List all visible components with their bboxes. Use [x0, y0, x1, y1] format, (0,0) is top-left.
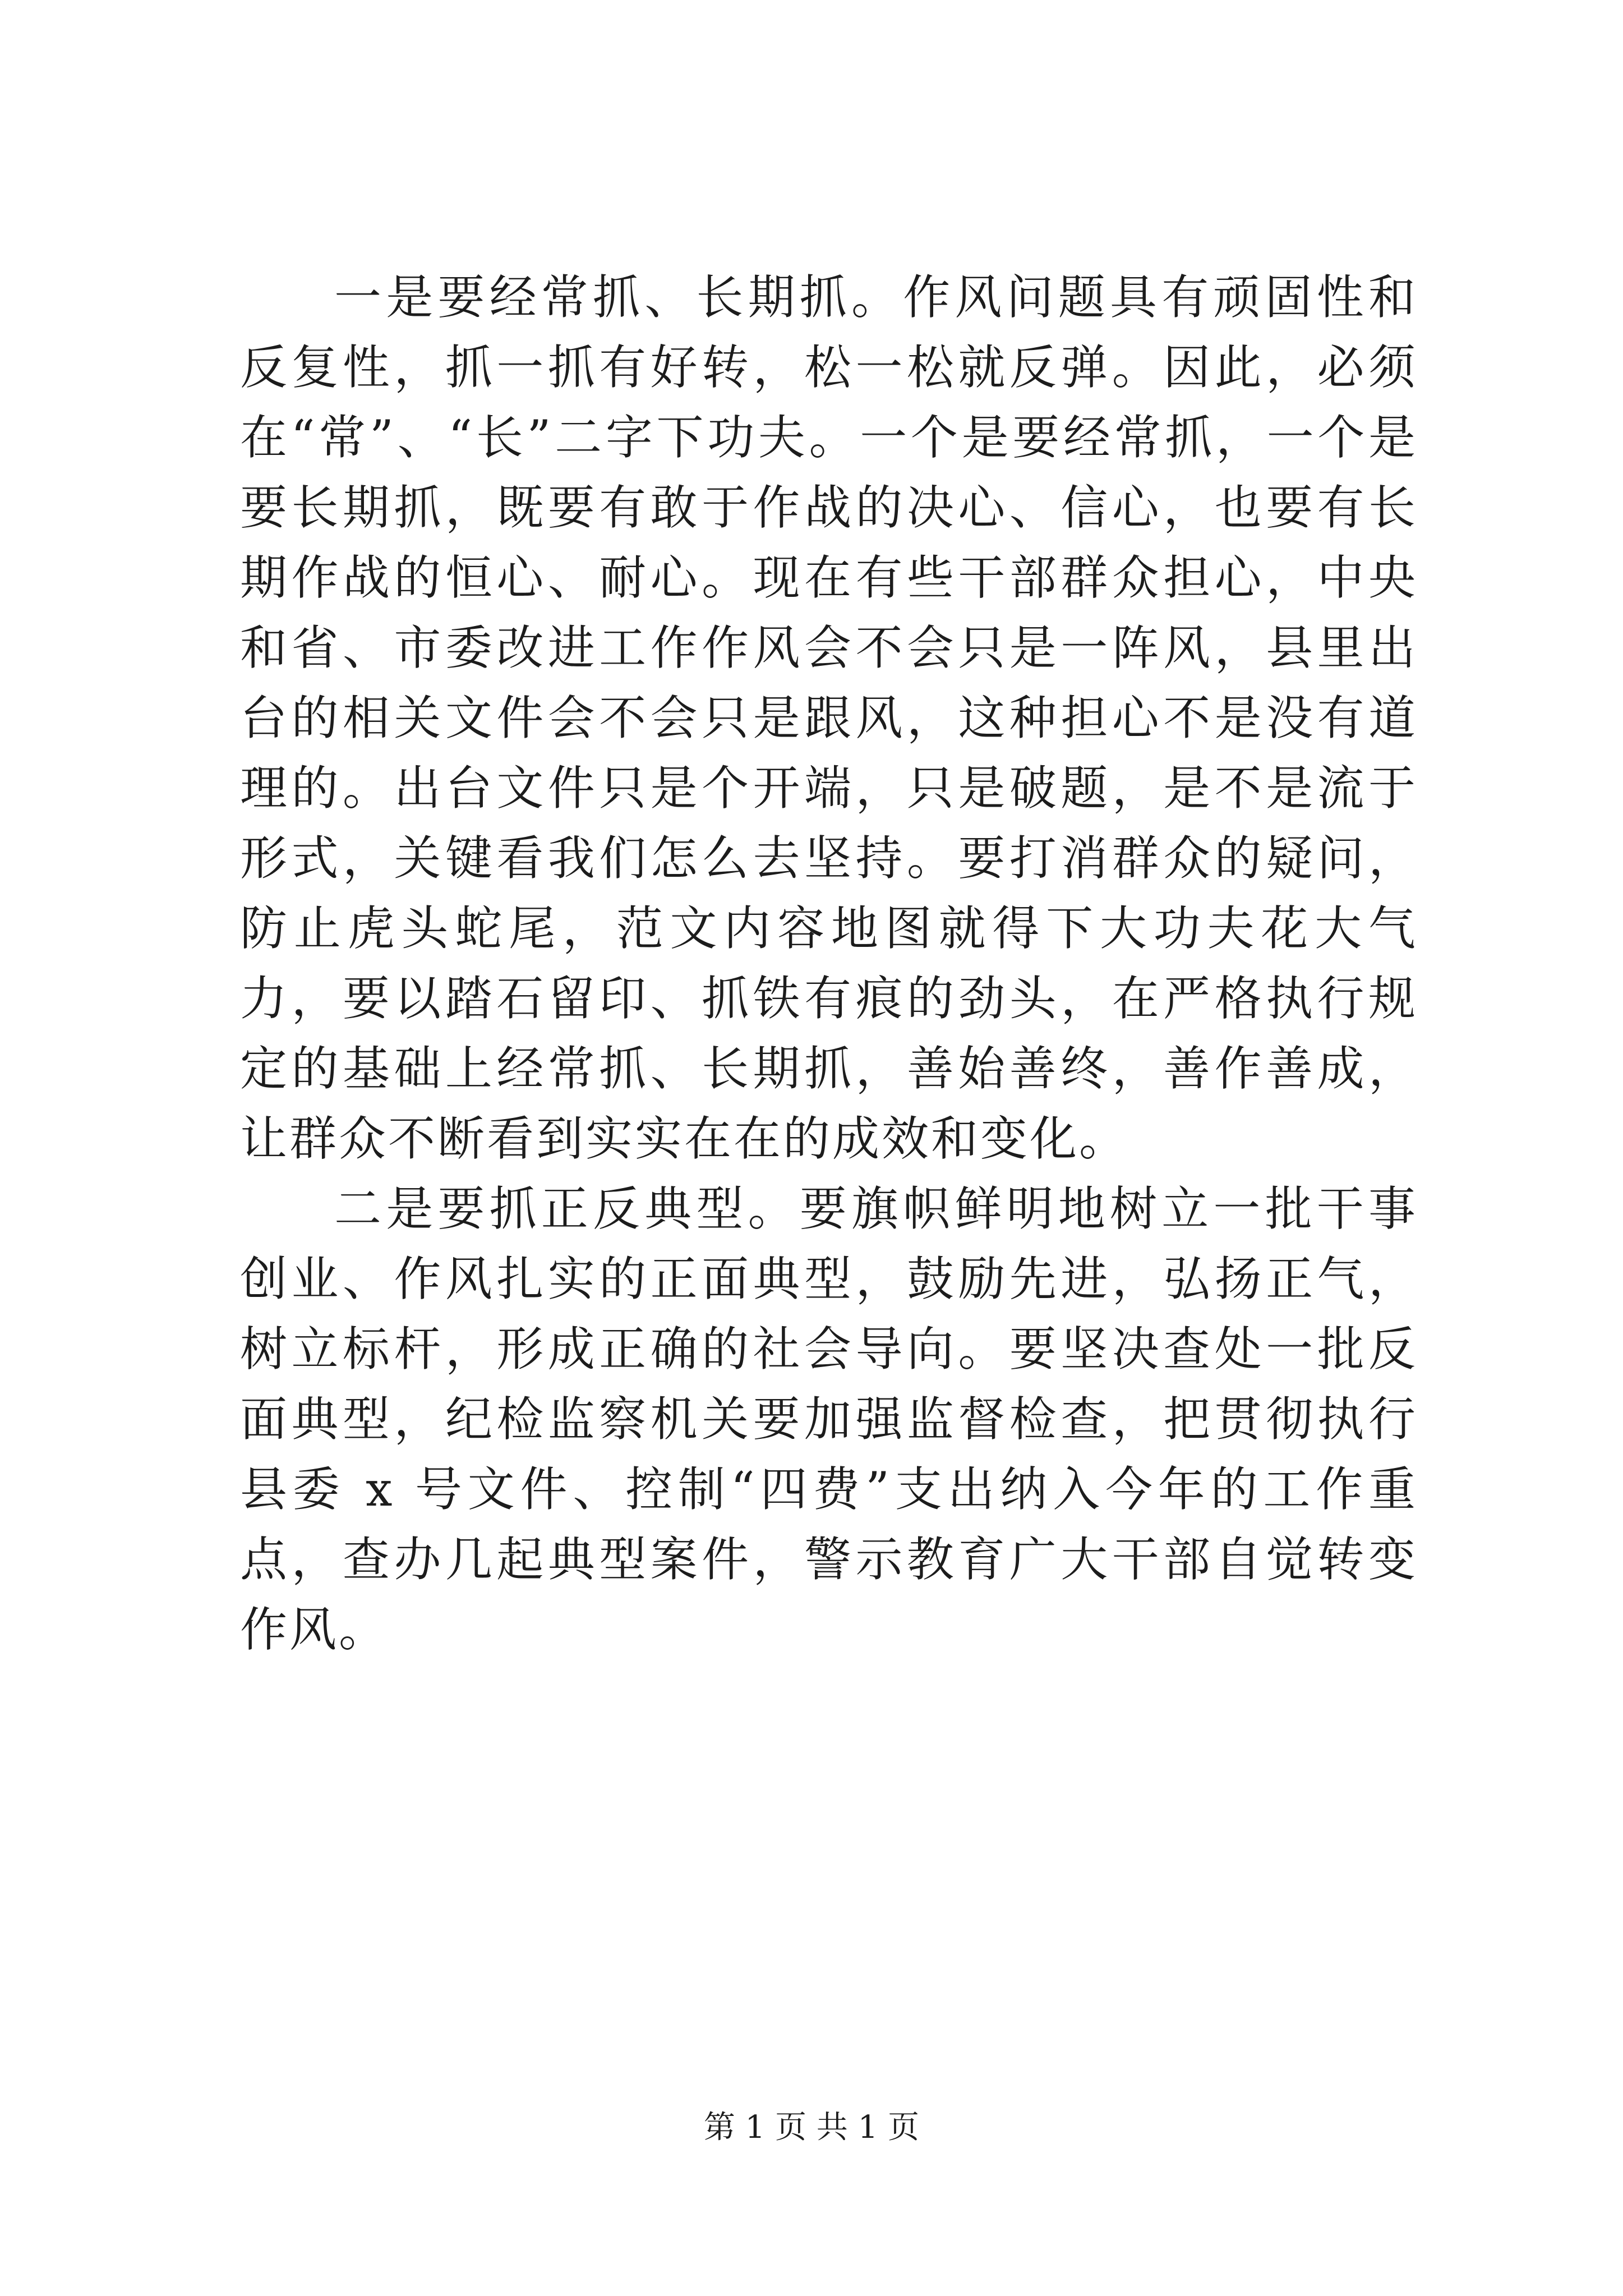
- document-body: [240, 263, 1418, 1665]
- page-footer: 第 1 页 共 1 页: [703, 2109, 920, 2146]
- paragraph-2: 二是要抓正反典型。要旗帜鲜明地树立一批干事创业、作风扎实的正面典型，鼓励先进，弘扬正气，树立标杆，形成正确的社会导向。要坚决查处一批反面典型，纪检监察机关要加强监督检查，把贯彻执行县委 x 号文件、控制“四费”支出纳入今年的工作重点，查办几起典型案件，警示教育广大干部自觉转变作风。: [240, 1181, 1418, 1657]
- paragraph-1: 一是要经常抓、长期抓。作风问题具有顽固性和反复性，抓一抓有好转，松一松就反弹。因此，必须在“常”、“长”二字下功夫。一个是要经常抓，一个是要长期抓，既要有敢于作战的决心、信心，也要有长期作战的恒心、耐心。现在有些干部群众担心，中央和省、市委改进工作作风会不会只是一阵风，县里出台的相关文件会不会只是跟风，这种担心不是没有道理的。出台文件只是个开端，只是破题，是不是流于形式，关键看我们怎么去坚持。要打消群众的疑问，防止虎头蛇尾，范文内容地图就得下大功夫花大气力，要以踏石留印、抓铁有痕的劲头，在严格执行规定的基础上经常抓、长期抓，善始善终，善作善成，让群众不断看到实实在在的成效和变化。: [240, 270, 1418, 1166]
